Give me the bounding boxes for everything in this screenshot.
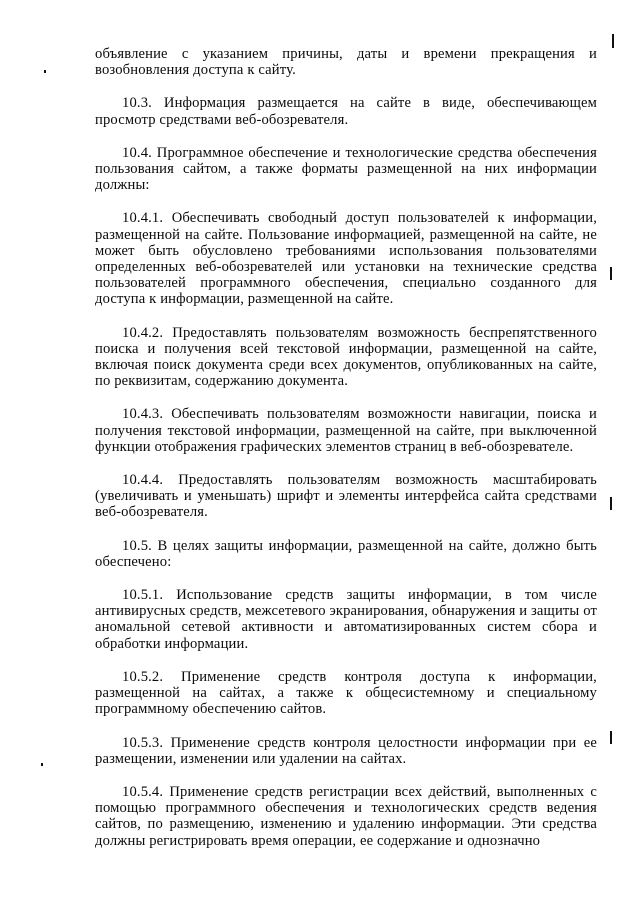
scan-mark: [612, 34, 614, 48]
paragraph-10-4-1: 10.4.1. Обеспечивать свободный доступ пользователей к информации, размещенной на сайте. Пользование информацией, размещенной на сайте, не может быть обусловлено требованиями использования пользователями определенных веб-обозревателей или установки на технические средства пользователей программного обеспечения, специально созданного для доступа к информации, размещенной на сайте.: [95, 210, 597, 308]
paragraph-10-4: 10.4. Программное обеспечение и технологические средства обеспечения пользования сайтом, а также форматы размещенной на них информации должны:: [95, 144, 597, 194]
document-body: [95, 46, 597, 866]
paragraph-continuation: объявление с указанием причины, даты и времени прекращения и возобновления доступа к сайту.: [95, 46, 597, 79]
paragraph-10-5-1: 10.5.1. Использование средств защиты информации, в том числе антивирусных средств, межсетевого экранирования, обнаружения и защиты от аномальной сетевой активности и автоматизированных систем сбора и обработки информации.: [95, 587, 597, 652]
paragraph-10-5-3: 10.5.3. Применение средств контроля целостности информации при ее размещении, изменении или удалении на сайтах.: [95, 734, 597, 767]
paragraph-10-4-2: 10.4.2. Предоставлять пользователям возможность беспрепятственного поиска и получения всей текстовой информации, размещенной на сайте, включая поиск документа среди всех документов, опубликованных на сайте, по реквизитам, содержанию документа.: [95, 324, 597, 390]
scan-mark: [610, 497, 612, 510]
paragraph-10-5-2: 10.5.2. Применение средств контроля доступа к информации, размещенной на сайтах, а также к общесистемному и специальному программному обеспечению сайтов.: [95, 668, 597, 718]
scan-mark: [41, 763, 43, 766]
paragraph-10-4-4: 10.4.4. Предоставлять пользователям возможность масштабировать (увеличивать и уменьшать) шрифт и элементы интерфейса сайта средствами веб-обозревателя.: [95, 472, 597, 521]
paragraph-10-5-4: 10.5.4. Применение средств регистрации всех действий, выполненных с помощью программного обеспечения и технологических средств ведения сайтов, по размещению, изменению и удалению информации. Эти средства должны регистрировать время операции, ее содержание и однозначно: [95, 783, 597, 849]
paragraph-10-3: 10.3. Информация размещается на сайте в виде, обеспечивающем просмотр средствами веб-обозревателя.: [95, 95, 597, 128]
scan-mark: [44, 70, 46, 73]
paragraph-10-4-3: 10.4.3. Обеспечивать пользователям возможности навигации, поиска и получения текстовой информации, размещенной на сайте, при выключенной функции отображения графических элементов страниц в веб-обозревателе.: [95, 406, 597, 455]
scan-mark: [610, 731, 612, 744]
scan-mark: [610, 267, 612, 280]
paragraph-10-5: 10.5. В целях защиты информации, размещенной на сайте, должно быть обеспечено:: [95, 537, 597, 570]
